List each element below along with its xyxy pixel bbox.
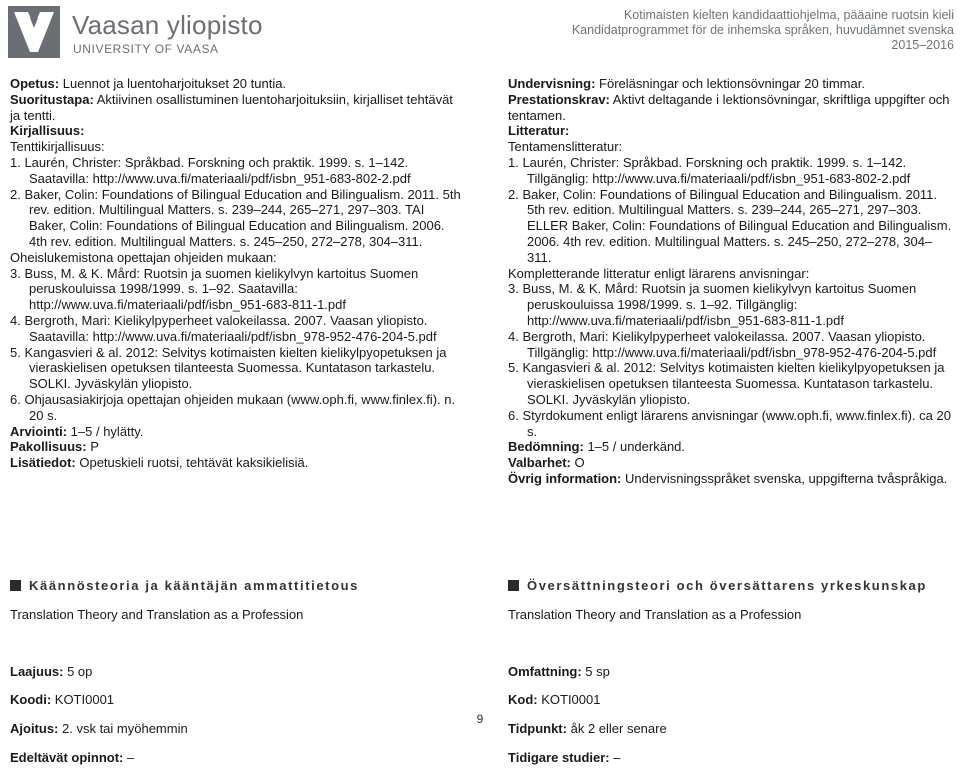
arviointi-label: Arviointi: <box>10 423 68 439</box>
ajoitus-value: 2. vsk tai myöhemmin <box>58 721 188 737</box>
page-header <box>0 0 960 68</box>
spacer <box>508 636 958 651</box>
pakollisuus-line <box>10 439 462 455</box>
course-section-sv <box>508 565 958 779</box>
valbarhet-text: O <box>570 455 585 471</box>
list-item: 4. Bergroth, Mari: Kielikylpyperheet valokeilassa. 2007. Vaasan yliopisto. Saatavilla: http://www.uva.fi/materiaali/pdf/isbn_978-952-476-204-5.pdf <box>10 312 437 344</box>
page-number: 9 <box>476 712 484 726</box>
tidpunkt-label: Tidpunkt: <box>508 721 567 737</box>
list-item: 5. Kangasvieri & al. 2012: Selvitys kotimaisten kielten kielikylpyopetuksen ja vieraskielisen opetuksen tilanteesta Suomessa. Kuntatason tarkastelu. SOLKI. Jyväskylän yliopisto. <box>508 360 945 407</box>
suoritustapa-text: Aktiivinen osallistuminen luentoharjoituksiin, kirjalliset tehtävät ja tentti. <box>10 91 453 123</box>
arviointi-text: 1–5 / hylätty. <box>67 423 144 439</box>
lisatiedot-text: Opetuskieli ruotsi, tehtävät kaksikielisiä. <box>75 455 309 471</box>
edeltavat-label: Edeltävät opinnot: <box>10 749 124 765</box>
edeltavat-value: – <box>123 749 135 765</box>
program-fi: Kotimaisten kielten kandidaattiohjelma, pääaine ruotsin kieli <box>623 8 954 22</box>
tentamenslitteratur-heading: Tentamenslitteratur: <box>508 139 623 155</box>
university-logo[interactable] <box>8 6 263 60</box>
course-title-fi <box>10 578 460 594</box>
oheislukemisto-heading: Oheislukemistona opettajan ohjeiden mukaan: <box>10 249 277 265</box>
litteratur-heading: Litteratur: <box>508 123 570 139</box>
omfattning-line <box>508 664 958 680</box>
course-section-fi <box>10 565 460 779</box>
ovrig-label: Övrig information: <box>508 470 622 486</box>
tidigare-value: – <box>609 749 621 765</box>
prestationskrav-text: Aktivt deltagande i lektionsövningar, skriftliga uppgifter och tentamen. <box>508 91 950 123</box>
ovrig-text: Undervisningsspråket svenska, uppgifterna tvåspråkiga. <box>621 470 948 486</box>
logo-subtitle: UNIVERSITY OF VAASA <box>73 42 219 56</box>
laajuus-label: Laajuus: <box>10 663 64 679</box>
list-item: 6. Ohjausasiakirjoja opettajan ohjeiden mukaan (www.oph.fi, www.finlex.fi). n. 20 s. <box>10 391 456 423</box>
program-info <box>572 8 954 53</box>
tenttikirjallisuus-heading: Tenttikirjallisuus: <box>10 139 105 155</box>
undervisning-text: Föreläsningar och lektionsövningar 20 timmar. <box>595 76 865 91</box>
pakollisuus-label: Pakollisuus: <box>10 439 87 455</box>
suoritustapa-label: Suoritustapa: <box>10 91 94 107</box>
koodi-label: Koodi: <box>10 692 52 708</box>
valbarhet-label: Valbarhet: <box>508 455 571 471</box>
spacer <box>10 636 460 651</box>
bedomning-line <box>508 439 952 455</box>
list-item: 1. Laurén, Christer: Språkbad. Forskning och praktik. 1999. s. 1–142. Saatavilla: http://www.uva.fi/materiaali/pdf/isbn_951-683-802-2.pdf <box>10 154 411 186</box>
edeltavat-line <box>10 750 460 766</box>
ajoitus-label: Ajoitus: <box>10 721 59 737</box>
kod-value: KOTI0001 <box>537 692 601 708</box>
bedomning-text: 1–5 / underkänd. <box>583 439 686 455</box>
opetus-line <box>10 76 462 92</box>
kirjallisuus-heading: Kirjallisuus: <box>10 123 85 139</box>
course-title-text: Översättningsteori och översättarens yrkeskunskap <box>527 578 927 593</box>
kod-line <box>508 692 958 708</box>
course-title-sv <box>508 578 958 594</box>
square-bullet-icon <box>508 580 519 591</box>
kod-label: Kod: <box>508 692 538 708</box>
koodi-line <box>10 692 460 708</box>
tidigare-label: Tidigare studier: <box>508 749 610 765</box>
academic-years: 2015–2016 <box>891 38 954 52</box>
tidigare-line <box>508 750 958 766</box>
arviointi-line <box>10 424 462 440</box>
list-item: 2. Baker, Colin: Foundations of Bilingual Education and Bilingualism. 2011. 5th rev. edition. Multilingual Matters. s. 239–244, 265–271, 297–303. ELLER Baker, Colin: Foundations of Bilingual Education and Bilingualism. 2006. 4th rev. edition. Multilingual Matters. s. 245–250, 272–278, 304–311. <box>508 186 952 265</box>
square-bullet-icon <box>10 580 21 591</box>
list-item: 1. Laurén, Christer: Språkbad. Forskning och praktik. 1999. s. 1–142. Tillgänglig: http://www.uva.fi/materiaali/pdf/isbn_951-683-802-2.pdf <box>508 154 911 186</box>
laajuus-value: 5 op <box>63 663 93 679</box>
list-item: 5. Kangasvieri & al. 2012: Selvitys kotimaisten kielten kielikylpyopetuksen ja vieraskielisen opetuksen tilanteesta Suomessa. Kuntatason tarkastelu. SOLKI. Jyväskylän yliopisto. <box>10 344 447 392</box>
opetus-label: Opetus: <box>10 76 60 91</box>
undervisning-line <box>508 76 952 92</box>
lisatiedot-line <box>10 455 462 471</box>
list-item: 6. Styrdokument enligt lärarens anvisningar (www.oph.fi, www.finlex.fi). ca 20 s. <box>508 407 951 439</box>
suoritustapa-line <box>10 92 462 124</box>
lisatiedot-label: Lisätiedot: <box>10 455 76 471</box>
list-item: 4. Bergroth, Mari: Kielikylpyperheet valokeilassa. 2007. Vaasan yliopisto. Tillgänglig: http://www.uva.fi/materiaali/pdf/isbn_978-952-476-204-5.pdf <box>508 328 937 360</box>
pakollisuus-text: P <box>86 439 99 455</box>
left-column <box>10 76 462 471</box>
tidpunkt-value: åk 2 eller senare <box>566 721 667 737</box>
list-item: 3. Buss, M. & K. Mård: Ruotsin ja suomen kielikylvyn kartoitus Suomen peruskouluissa 1998/1999. s. 1–92. Saatavilla: http://www.uva.fi/materiaali/pdf/isbn_951-683-811-1.pdf <box>10 265 419 313</box>
prestationskrav-label: Prestationskrav: <box>508 91 610 107</box>
prestationskrav-line <box>508 92 952 124</box>
list-item: 3. Buss, M. & K. Mård: Ruotsin ja suomen kielikylvyn kartoitus Suomen peruskouluissa 1998/1999. s. 1–92. Tillgänglig: http://www.uva.fi/materiaali/pdf/isbn_951-683-811-1.pdf <box>508 281 917 328</box>
omfattning-value: 5 sp <box>581 663 610 679</box>
university-logo-icon <box>8 6 60 58</box>
course-subtitle: Translation Theory and Translation as a Profession <box>508 606 802 622</box>
course-title-text: Käännösteoria ja kääntäjän ammattitietous <box>29 578 360 593</box>
undervisning-label: Undervisning: <box>508 76 596 91</box>
ovrig-line <box>508 471 952 487</box>
logo-name: Vaasan yliopisto <box>72 10 263 40</box>
valbarhet-line <box>508 455 952 471</box>
kompletterande-heading: Kompletterande litteratur enligt lärarens anvisningar: <box>508 265 810 281</box>
opetus-text: Luennot ja luentoharjoitukset 20 tuntia. <box>59 76 287 91</box>
program-sv: Kandidatprogrammet för de inhemska språken, huvudämnet svenska <box>571 23 954 37</box>
bedomning-label: Bedömning: <box>508 439 584 455</box>
omfattning-label: Omfattning: <box>508 663 582 679</box>
laajuus-line <box>10 664 460 680</box>
list-item: 2. Baker, Colin: Foundations of Bilingual Education and Bilingualism. 2011. 5th rev. edition. Multilingual Matters. s. 239–244, 265–271, 297–303. TAI Baker, Colin: Foundations of Bilingual Education and Bilingualism. 2006. 4th rev. edition. Multilingual Matters. s. 245–250, 272–278, 304–311. <box>10 186 461 249</box>
course-subtitle: Translation Theory and Translation as a Profession <box>10 606 304 622</box>
koodi-value: KOTI0001 <box>51 692 115 708</box>
right-column <box>508 76 952 487</box>
